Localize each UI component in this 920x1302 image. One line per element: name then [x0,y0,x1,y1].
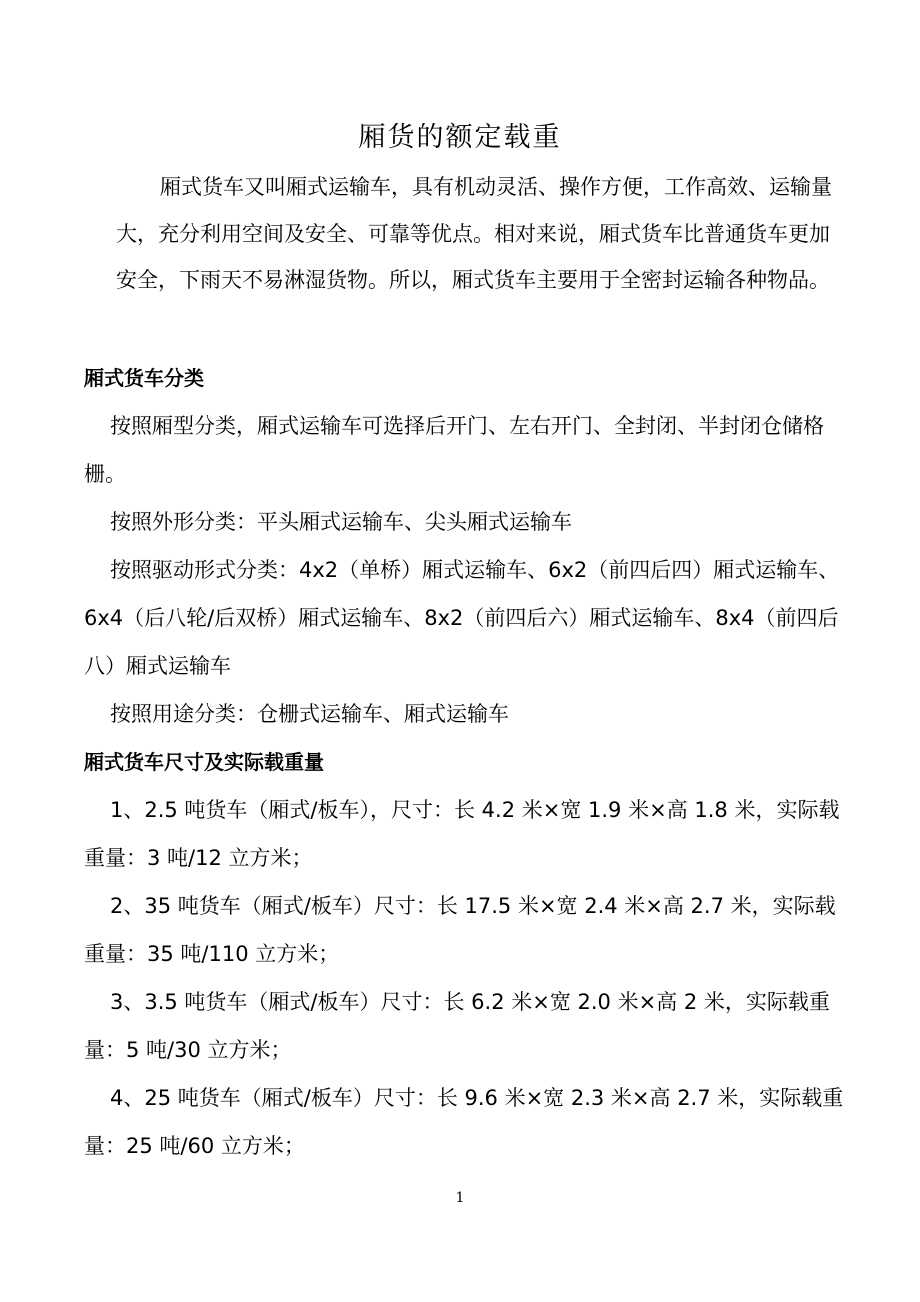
intro-paragraph [116,164,844,304]
classification-paragraph-drive: 按照驱动形式分类：4x2（单桥）厢式运输车、6x2（前四后四）厢式运输车、6x4（后八轮/后双桥）厢式运输车、8x2（前四后六）厢式运输车、8x4（前四后八）厢式运输车 [84,558,840,678]
classification-paragraph-shape: 按照外形分类：平头厢式运输车、尖头厢式运输车 [110,510,572,534]
section-heading-classification: 厢式货车分类 [84,366,204,390]
dimension-item: 3、3.5 吨货车（厢式/板车）尺寸：长 6.2 米×宽 2.0 米×高 2 米，实际载重量：5 吨/30 立方米； [84,990,830,1062]
dimension-item: 4、25 吨货车（厢式/板车）尺寸：长 9.6 米×宽 2.3 米×高 2.7 米，实际载重量：25 吨/60 立方米； [84,1086,844,1158]
classification-paragraph-box-type: 按照厢型分类，厢式运输车可选择后开门、左右开门、全封闭、半封闭仓储格栅。 [84,414,824,486]
dimension-item: 1、2.5 吨货车（厢式/板车），尺寸：长 4.2 米×宽 1.9 米×高 1.8 米，实际载重量：3 吨/12 立方米； [84,798,840,870]
page-number: 1 [455,1190,465,1206]
section-heading-dimensions: 厢式货车尺寸及实际载重量 [84,750,324,774]
classification-paragraph-usage: 按照用途分类：仓栅式运输车、厢式运输车 [110,702,509,726]
intro-text: 厢式货车又叫厢式运输车，具有机动灵活、操作方便，工作高效、运输量大，充分利用空间及安全、可靠等优点。相对来说，厢式货车比普通货车更加安全，下雨天不易淋湿货物。所以，厢式货车主要用于全密封运输各种物品。 [116,175,832,292]
dimension-item: 2、35 吨货车（厢式/板车）尺寸：长 17.5 米×宽 2.4 米×高 2.7 米，实际载重量：35 吨/110 立方米； [84,894,836,966]
document-title: 厢货的额定载重 [358,122,562,153]
